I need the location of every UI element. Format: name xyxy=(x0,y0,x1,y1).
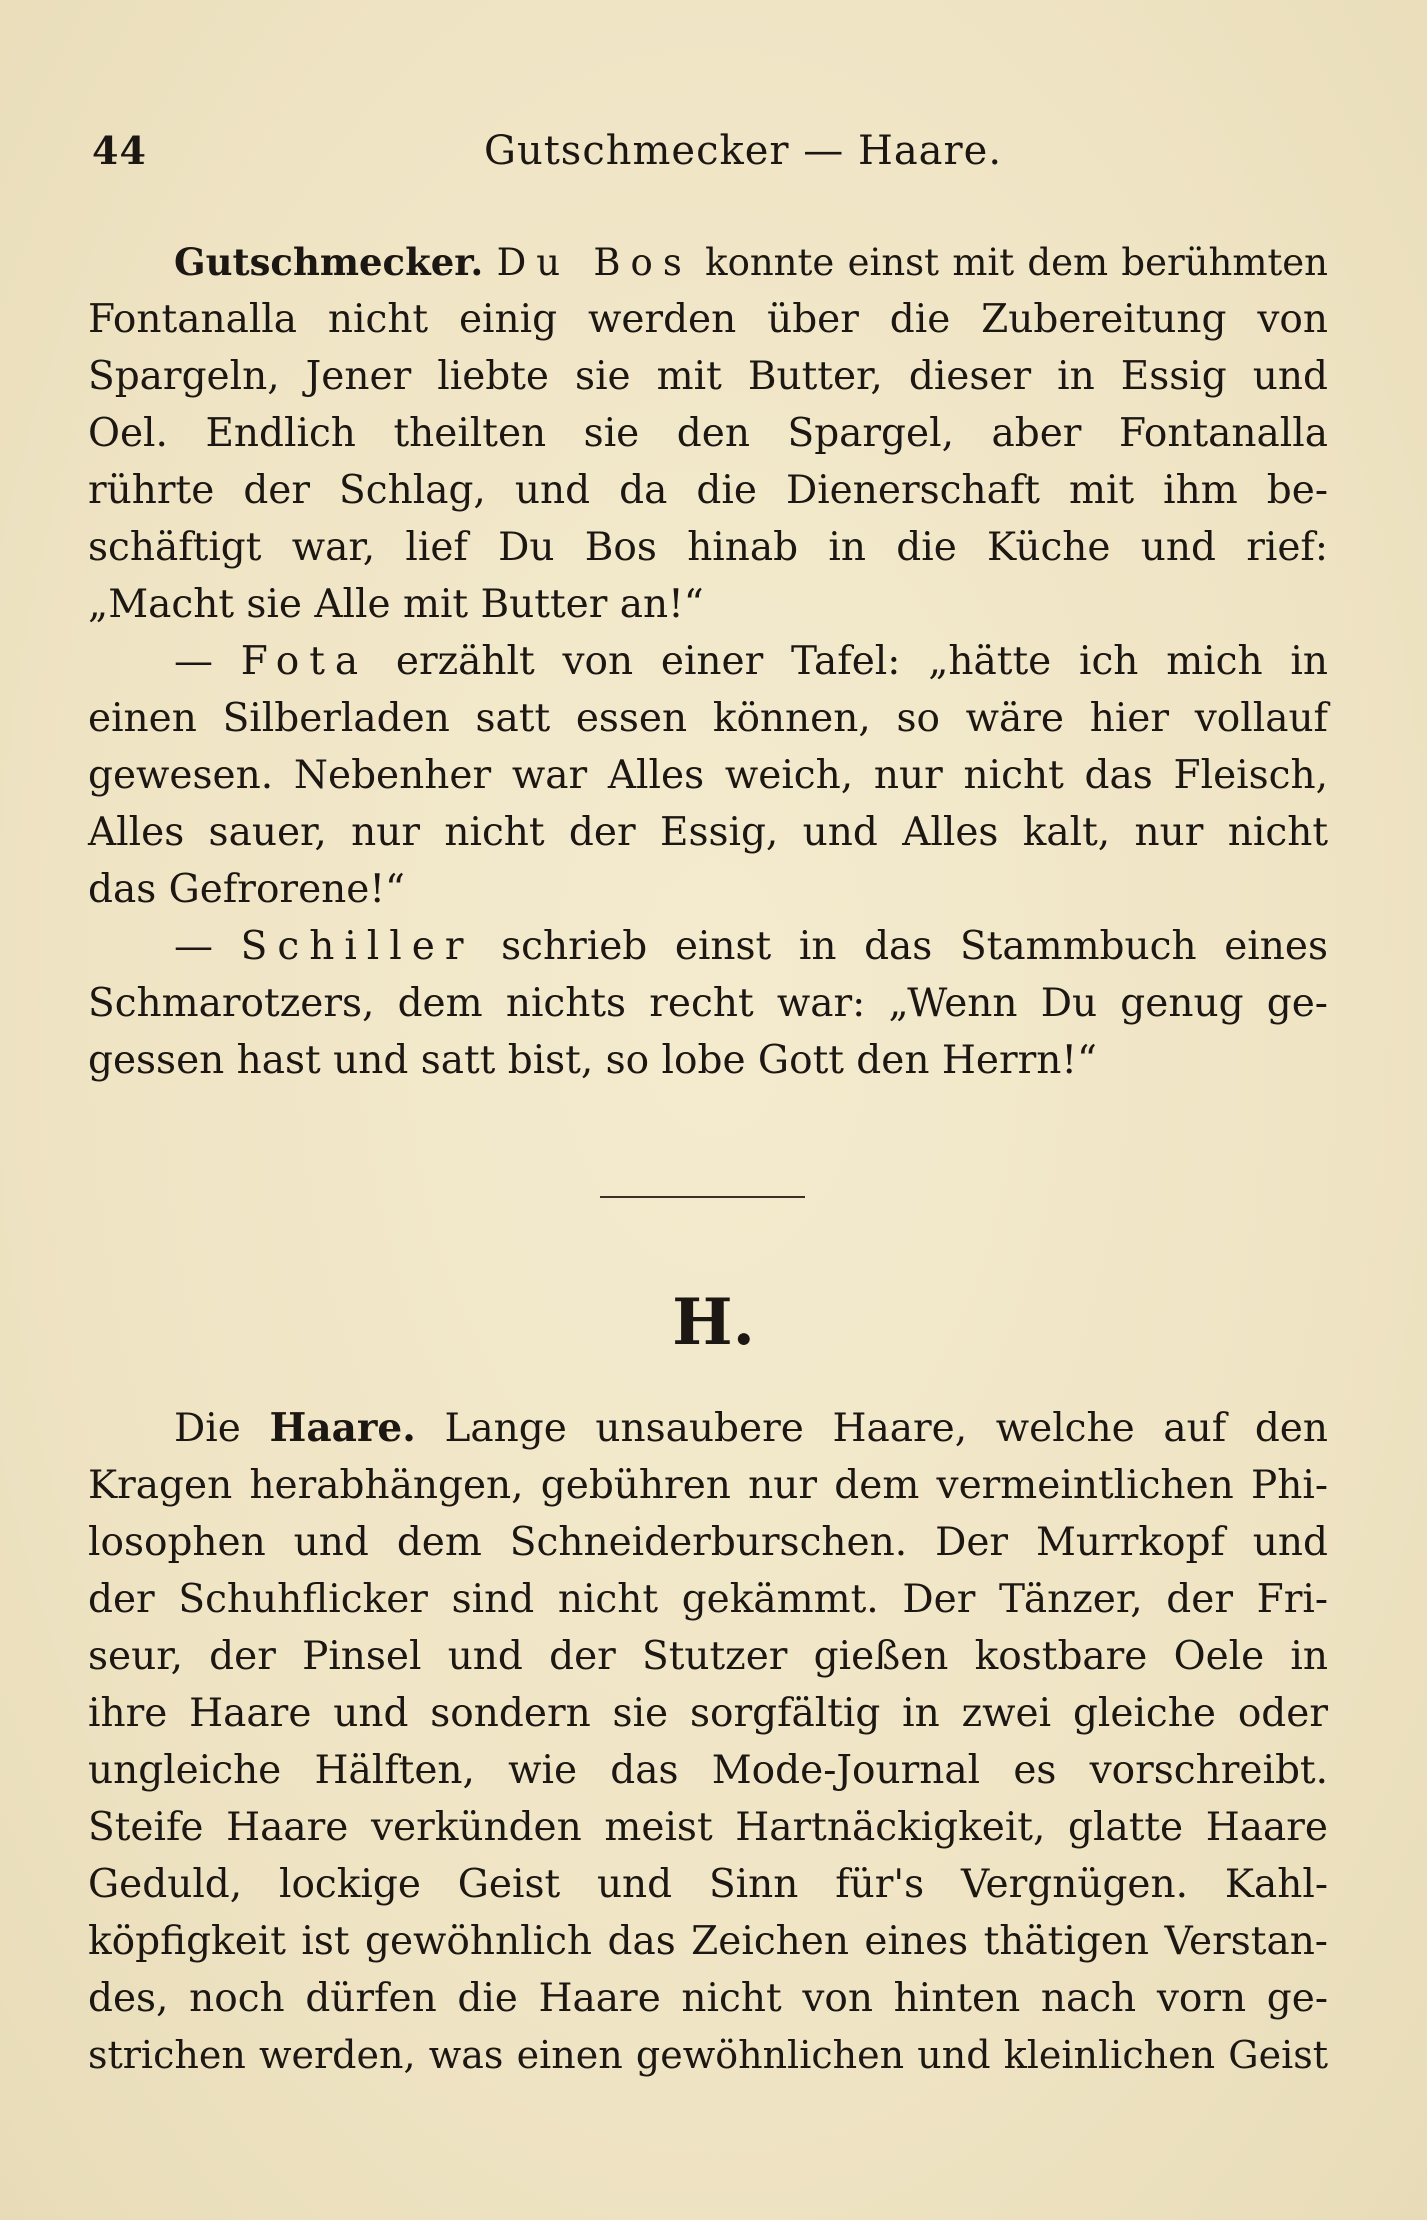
text-line: Oel. Endlich theilten sie den Spargel, aber Fontanalla xyxy=(88,411,1328,456)
text-line: strichen werden, was einen gewöhnlichen und kleinlichen Geist xyxy=(88,2033,1328,2077)
text-line: Kragen herabhängen, gebühren nur dem vermeintlichen Phi- xyxy=(88,1463,1328,1508)
text-line: Fontanalla nicht einig werden über die Zubereitung von xyxy=(88,297,1328,342)
lead-prefix: Die xyxy=(174,1406,241,1451)
person-name: Fota xyxy=(240,639,369,684)
text-line: Alles sauer, nur nicht der Essig, und Alles kalt, nur nicht xyxy=(88,810,1328,855)
text-line: rührte der Schlag, und da die Dienerschaft mit ihm be- xyxy=(88,468,1328,513)
page-number: 44 xyxy=(92,128,147,173)
text-line: ungleiche Hälften, wie das Mode-Journal es vorschreibt. xyxy=(88,1748,1328,1793)
entry-lead: Gutschmecker. xyxy=(174,240,484,284)
text-line: seur, der Pinsel und der Stutzer gießen kostbare Oele in xyxy=(88,1634,1328,1679)
text-line: ihre Haare und sondern sie sorgfältig in zwei gleiche oder xyxy=(88,1691,1328,1736)
person-name: Schiller xyxy=(240,924,474,969)
line-text: schrieb einst in das Stammbuch eines xyxy=(501,924,1328,969)
text-line: Schmarotzers, dem nichts recht war: „Wenn Du genug ge- xyxy=(88,981,1328,1026)
page-header xyxy=(92,128,1332,188)
dash: — xyxy=(174,924,241,969)
section-divider xyxy=(600,1196,805,1198)
section-letter: H. xyxy=(672,1285,755,1360)
text-line: gewesen. Nebenher war Alles weich, nur nicht das Fleisch, xyxy=(88,753,1328,798)
text-line: einen Silberladen satt essen können, so wäre hier vollauf xyxy=(88,696,1328,741)
line-text: erzählt von einer Tafel: „hätte ich mich in xyxy=(395,639,1328,684)
text-line: Spargeln, Jener liebte sie mit Butter, dieser in Essig und xyxy=(88,354,1328,399)
dash: — xyxy=(174,639,241,684)
entry-haare xyxy=(88,1400,1328,2084)
text-line: Geduld, lockige Geist und Sinn für's Vergnügen. Kahl- xyxy=(88,1862,1328,1907)
running-head: Gutschmecker — Haare. xyxy=(484,128,1003,174)
text-line: das Gefrorene!“ xyxy=(88,867,405,912)
line-text: Lange unsaubere Haare, welche auf den xyxy=(444,1406,1328,1451)
text-line: gessen hast und satt bist, so lobe Gott den Herrn!“ xyxy=(88,1038,1097,1083)
text-line: „Macht sie Alle mit Butter an!“ xyxy=(88,582,704,627)
text-line xyxy=(88,234,1328,291)
entry-gutschmecker xyxy=(88,234,1328,1089)
text-line xyxy=(88,633,1328,690)
text-line: Steife Haare verkünden meist Hartnäckigkeit, glatte Haare xyxy=(88,1805,1328,1850)
text-line: schäftigt war, lief Du Bos hinab in die Küche und rief: xyxy=(88,525,1328,570)
text-line: des, noch dürfen die Haare nicht von hinten nach vorn ge- xyxy=(88,1976,1328,2021)
entry-lead: Haare. xyxy=(269,1405,416,1451)
text-line: der Schuhflicker sind nicht gekämmt. Der Tänzer, der Fri- xyxy=(88,1577,1328,1622)
line-text: konnte einst mit dem berühmten xyxy=(705,241,1329,284)
text-line xyxy=(88,918,1328,975)
text-line: köpfigkeit ist gewöhnlich das Zeichen eines thätigen Verstan- xyxy=(88,1919,1328,1964)
person-name: Du Bos xyxy=(496,241,692,284)
text-line xyxy=(88,1400,1328,1457)
text-line: losophen und dem Schneiderburschen. Der Murrkopf und xyxy=(88,1520,1328,1565)
